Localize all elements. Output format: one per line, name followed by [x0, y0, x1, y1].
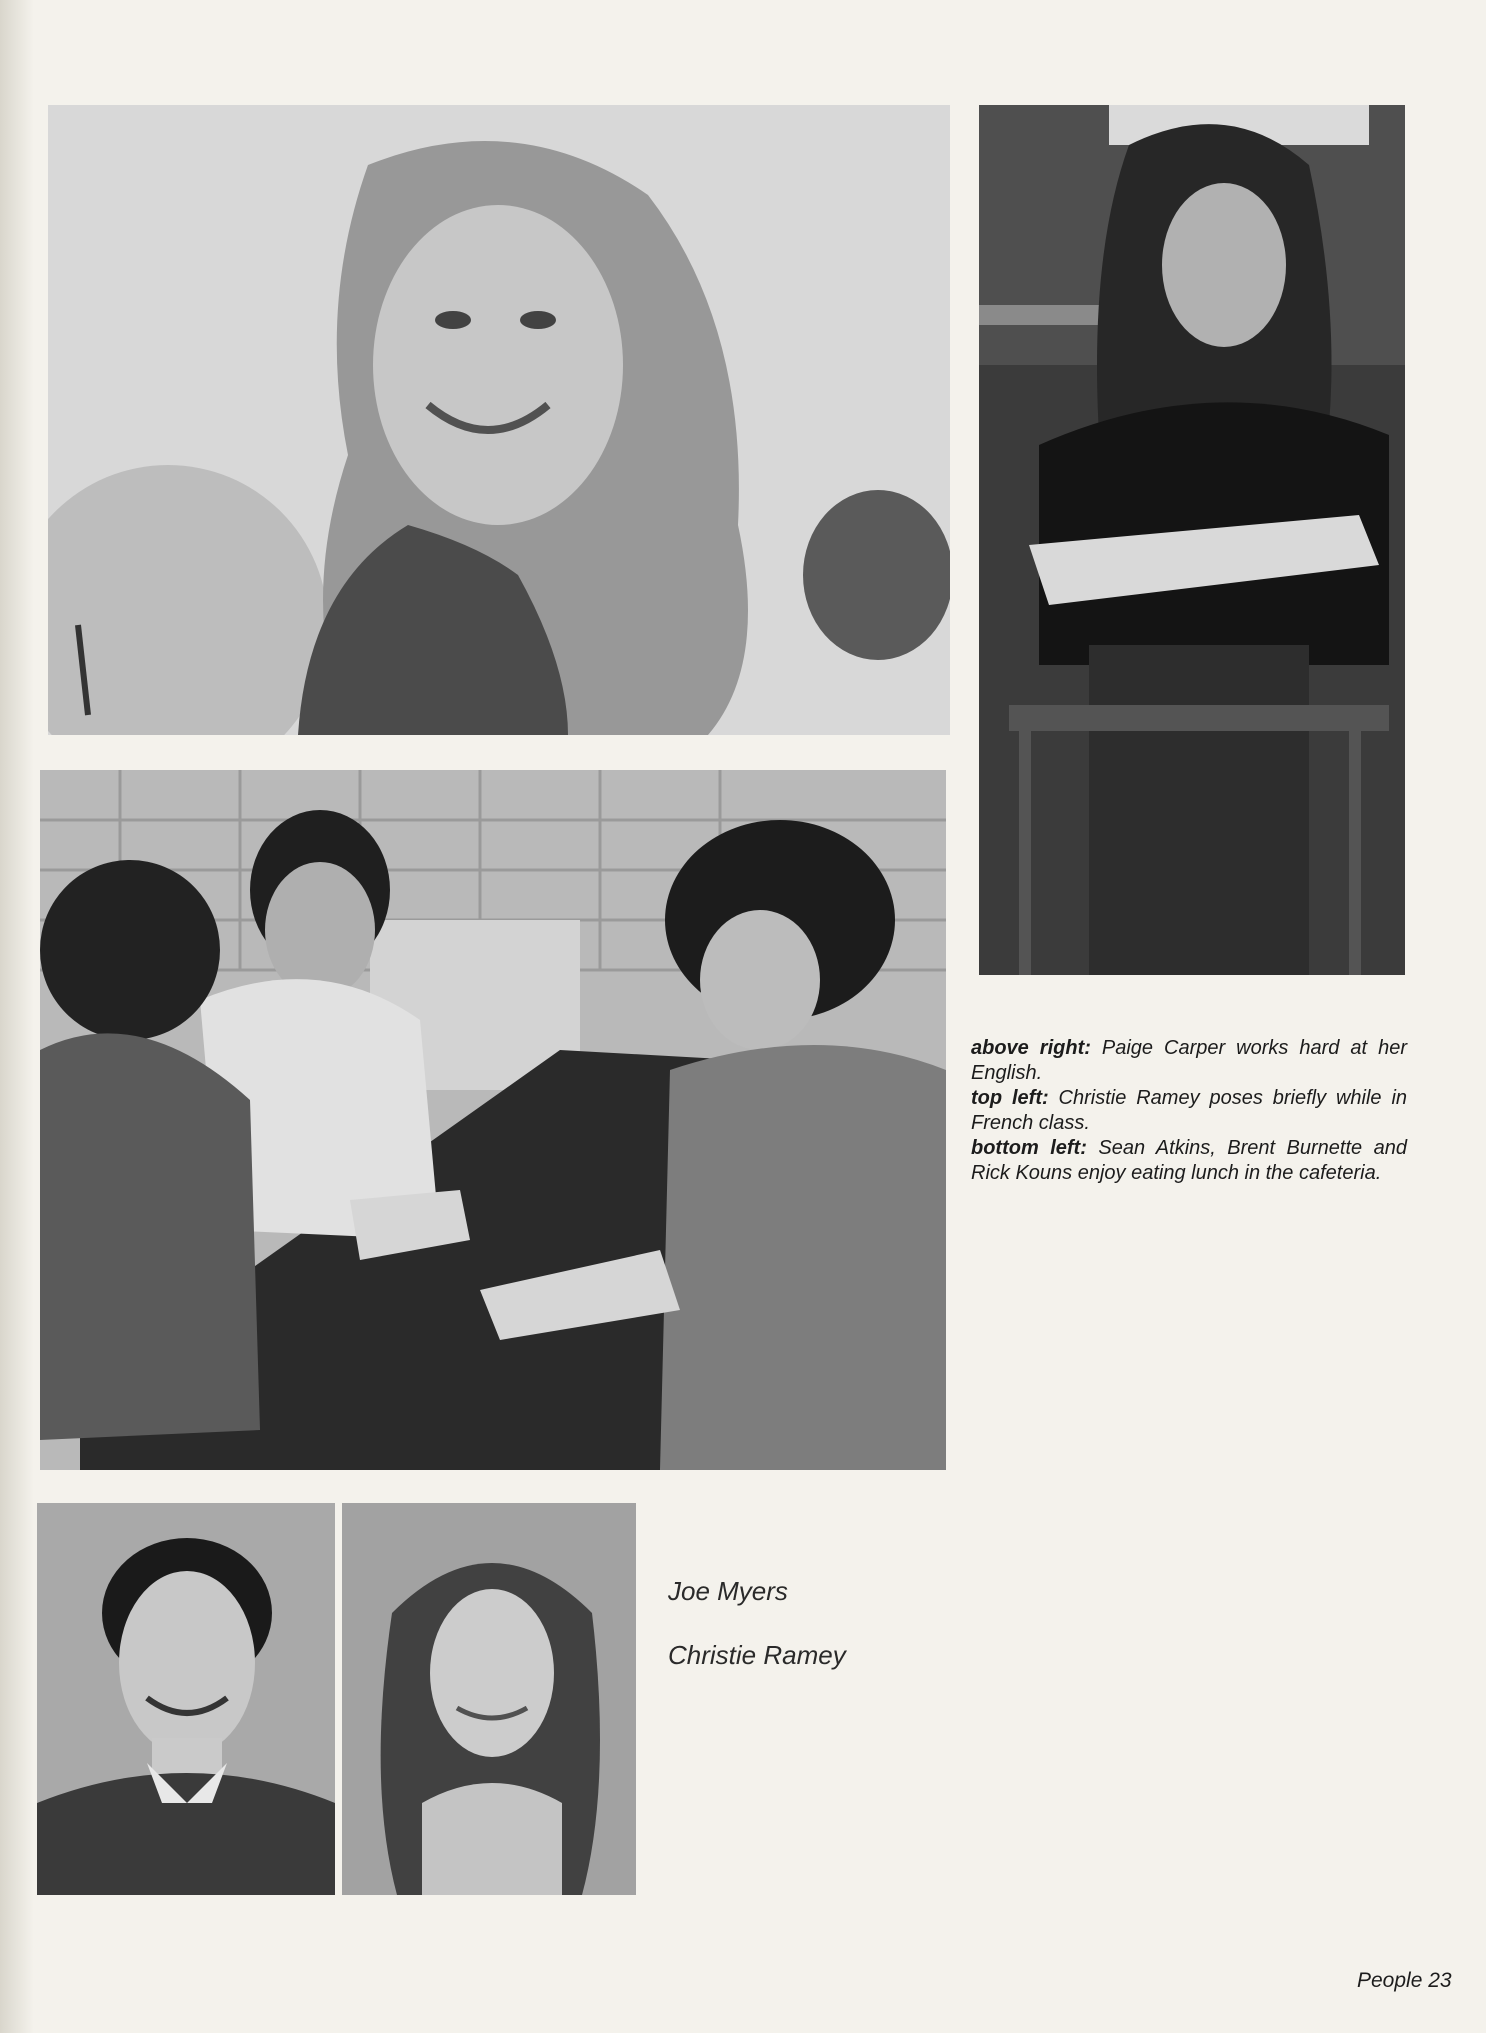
portrait-name-1: Joe Myers	[668, 1576, 788, 1606]
caption-label: top left:	[971, 1087, 1049, 1109]
caption-label: above right:	[971, 1037, 1091, 1059]
photo-girl-reading	[979, 105, 1405, 975]
portrait-christie-ramey	[342, 1503, 636, 1895]
photo-boys-cafeteria	[40, 770, 946, 1470]
caption-block	[971, 1036, 1407, 1186]
caption-text: Sean Atkins, Brent Burnette and Rick Kouns enjoy eating lunch in the cafeteria.	[971, 1137, 1407, 1184]
caption-top-left	[971, 1086, 1407, 1136]
portrait-names	[668, 1576, 846, 1704]
caption-bottom-left	[971, 1136, 1407, 1186]
caption-above-right	[971, 1036, 1407, 1086]
portrait-name-2: Christie Ramey	[668, 1640, 846, 1670]
page-folio: People 23	[1357, 1969, 1452, 1992]
portrait-joe-myers	[37, 1503, 335, 1895]
caption-text: Paige Carper works hard at her English.	[971, 1037, 1408, 1084]
caption-text: Christie Ramey poses briefly while in French class.	[971, 1087, 1408, 1134]
page-binding-shadow	[0, 0, 34, 2033]
photo-girl-smiling	[48, 105, 950, 735]
caption-label: bottom left:	[971, 1137, 1087, 1159]
